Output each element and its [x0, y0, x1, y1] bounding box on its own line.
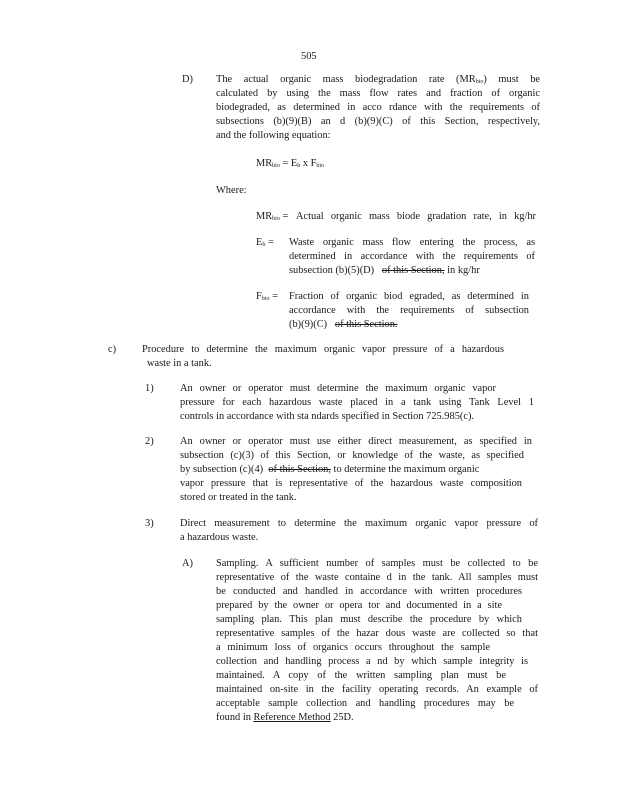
item-a-text: Sampling. A sufficient number of samples must be collected to be representative of the waste containe d in the tank. All samples must be conducted and handled in accordance with written procedures prepared by the owner or opera tor and documented in a site sampling plan. This plan must describe the procedure by which representative samples of the hazar dous waste are collected so that a minimum loss of organics occurs throughout the sample collection and handling process a nd by which sample integrity is maintained. A copy of the written sampling plan must be maintained on-site in the facility operating records. An example of acceptable sample collection and handling procedures may be found in Reference Method 25D.	[216, 558, 538, 723]
item-c1-marker: 1)	[145, 383, 154, 394]
item-d-marker: D)	[182, 74, 193, 85]
item-c1-text: An owner or operator must determine the maximum organic vapor pressure for each hazardous waste placed in a tank using Tank Level 1 controls in accordance with sta ndards specified in Section 725.985(c).	[180, 383, 534, 422]
item-c-marker: c)	[108, 344, 117, 355]
where-label: Where:	[216, 185, 247, 196]
text-line: biodegraded, as determined in acco rdance with the requirements of	[216, 102, 540, 113]
item-d-text	[216, 73, 540, 143]
text-line: calculated by using the mass flow rates and fraction of organic	[216, 88, 540, 99]
def-text-mr: Actual organic mass biode gradation rate, in kg/hr	[296, 211, 536, 222]
item-c-text: Procedure to determine the maximum organic vapor pressure of a hazardous waste in a tank.	[142, 344, 504, 369]
def-symbol-f: $F_{bio}$ =	[256, 291, 278, 302]
def-text-e: Waste organic mass flow entering the process, as determined in accordance with the requirements of subsection (b)(5)(D) of this Section, in kg/hr	[289, 237, 535, 276]
def-symbol-mr: $MR_{bio}$ =	[256, 211, 289, 222]
def-text-f: Fraction of organic biod egraded, as determined in accordance with the requirements of subsection (b)(9)(C) of this Section.	[289, 291, 529, 330]
reference-method-link: Reference Method	[253, 712, 331, 723]
page-number: 505	[301, 51, 317, 62]
item-c2-text: An owner or operator must use either direct measurement, as specified in subsection (c)(3) of this Section, or knowledge of the waste, as specified by subsection (c)(4) of this Section, to determine the maximum organic vapor pressure that is representative of the hazardous waste composition stored or treated in the tank.	[180, 436, 532, 503]
def-symbol-e: $E_b$ =	[256, 237, 274, 248]
item-a-marker: A)	[182, 558, 193, 569]
text-line: The actual organic mass biodegradation rate $(MR_{bio})$ must be	[216, 74, 541, 85]
text-line: subsections (b)(9)(B) an d (b)(9)(C) of this Section, respectively,	[216, 116, 540, 127]
item-c3-marker: 3)	[145, 518, 154, 529]
item-c3-text: Direct measurement to determine the maximum organic vapor pressure of a hazardous waste.	[180, 518, 538, 543]
item-c2-marker: 2)	[145, 436, 154, 447]
text-line: and the following equation:	[216, 130, 331, 141]
equation: $MR_{bio} = E_b$ x $F_{bio}$	[256, 158, 325, 169]
